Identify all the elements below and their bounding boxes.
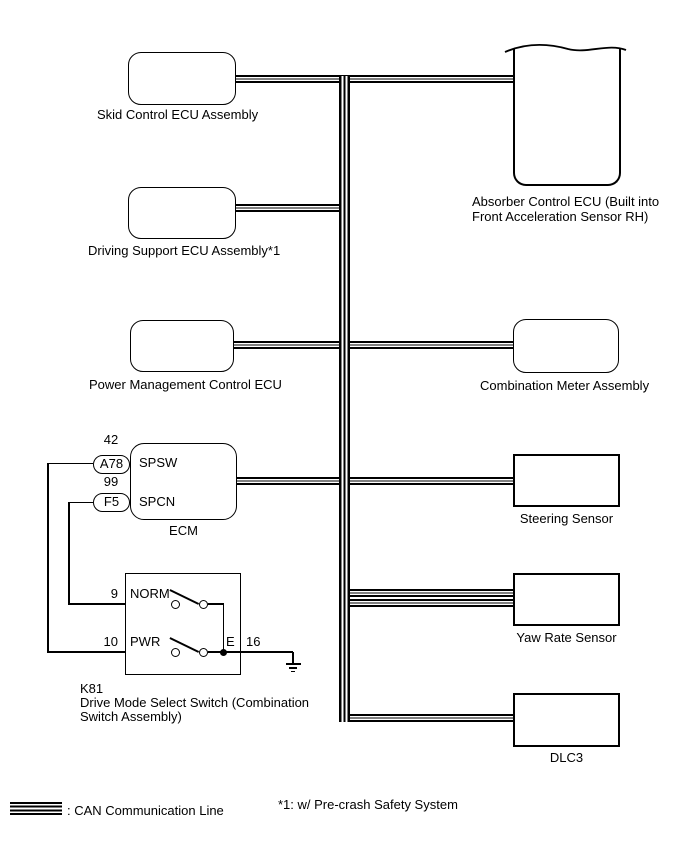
dlc3-label: DLC3 <box>549 750 584 765</box>
wire-norm-down <box>223 603 225 652</box>
ground-stub <box>292 652 294 663</box>
ecm-connector-a78: A78 <box>93 455 130 474</box>
power-management-ecu-box <box>130 320 234 372</box>
steering-sensor-box <box>513 454 620 507</box>
combination-meter-box <box>513 319 619 373</box>
ground-bar-2 <box>289 667 297 669</box>
wire-a78-horizontal <box>47 463 93 465</box>
skid-control-ecu-box <box>128 52 236 105</box>
ecm-terminal-spsw: SPSW <box>139 455 178 470</box>
can-line-dlc3 <box>339 714 513 722</box>
switch-pin-10: 10 <box>103 634 118 649</box>
dlc3-box <box>513 693 620 747</box>
switch-pin-9: 9 <box>110 586 118 601</box>
absorber-box-wavy-edge <box>500 40 630 58</box>
can-line-legend-label: : CAN Communication Line <box>67 803 224 818</box>
switch-pin-16: 16 <box>246 634 261 649</box>
wire-f5-vertical <box>68 502 70 605</box>
footnote-label: *1: w/ Pre-crash Safety System <box>278 797 458 812</box>
wire-f5-horizontal <box>68 502 93 504</box>
wire-a78-vertical <box>47 463 49 653</box>
can-line-legend-swatch <box>10 802 62 815</box>
junction-dot <box>220 649 227 656</box>
pwr-contact-right <box>199 648 208 657</box>
switch-e-label: E <box>226 634 235 649</box>
pwr-contact-left <box>171 648 180 657</box>
combination-meter-label: Combination Meter Assembly <box>480 378 650 393</box>
ecm-pin-42: 42 <box>103 432 119 447</box>
absorber-ecu-label-line2: Front Acceleration Sensor RH) <box>472 208 649 224</box>
can-line-yaw-lower <box>339 599 513 607</box>
can-line-yaw-upper <box>339 589 513 597</box>
ecm-label: ECM <box>169 523 198 538</box>
ground-bar-3 <box>291 671 295 673</box>
driving-support-ecu-box <box>128 187 236 239</box>
ecm-connector-f5: F5 <box>93 493 130 512</box>
power-management-ecu-label: Power Management Control ECU <box>89 377 282 392</box>
absorber-ecu-label-line1: Absorber Control ECU (Built into <box>472 194 660 209</box>
steering-sensor-label: Steering Sensor <box>519 511 614 526</box>
switch-code-label: K81 <box>80 681 104 696</box>
absorber-ecu-box <box>513 48 621 186</box>
can-trunk-line <box>339 76 350 722</box>
switch-name-line1: Drive Mode Select Switch (Combination <box>80 695 310 710</box>
driving-support-ecu-label: Driving Support ECU Assembly*1 <box>88 243 281 258</box>
yaw-rate-sensor-label: Yaw Rate Sensor <box>516 630 617 645</box>
skid-control-ecu-label: Skid Control ECU Assembly <box>97 107 259 122</box>
can-line-driving-support <box>236 204 350 212</box>
can-line-power-to-meter <box>233 341 513 349</box>
switch-name-line2: Switch Assembly) <box>80 709 182 724</box>
switch-norm-label: NORM <box>130 586 170 601</box>
ecm-pin-99: 99 <box>103 474 119 489</box>
yaw-rate-sensor-box <box>513 573 620 626</box>
can-line-ecm-to-steering <box>236 477 513 485</box>
norm-contact-right <box>199 600 208 609</box>
switch-pwr-label: PWR <box>130 634 161 649</box>
can-line-skid-to-absorber <box>236 75 513 83</box>
ecm-terminal-spcn: SPCN <box>139 494 176 509</box>
norm-contact-left <box>171 600 180 609</box>
ground-bar-1 <box>286 663 301 665</box>
